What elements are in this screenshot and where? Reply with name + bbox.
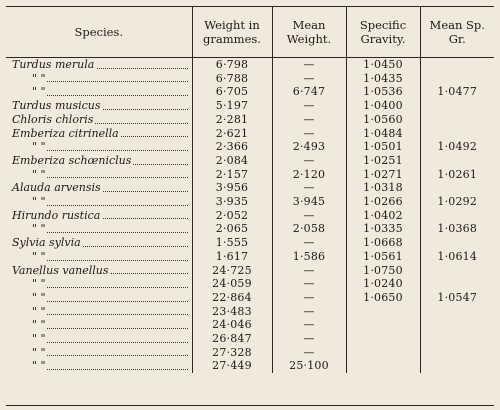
ditto-mark: " ": [12, 168, 46, 181]
species-cell: [6, 332, 192, 346]
table-row: [6, 346, 494, 360]
weight-cell: 24·725: [192, 264, 272, 278]
species-cell: [6, 209, 192, 223]
mean-sp-gr-cell: [420, 127, 494, 141]
species-cell: [6, 236, 192, 250]
table-row: [6, 195, 494, 209]
mean-sp-gr-cell: [420, 346, 494, 360]
mean-sp-gr-cell: [420, 209, 494, 223]
table-row: [6, 99, 494, 113]
weight-cell: 2·621: [192, 127, 272, 141]
mean-sp-gr-cell: [420, 72, 494, 86]
species-cell: [6, 250, 192, 264]
specific-gravity-cell: [346, 359, 420, 373]
weight-cell: 1·617: [192, 250, 272, 264]
table-row: [6, 222, 494, 236]
mean-sp-gr-cell: 1·0261: [420, 168, 494, 182]
specific-gravity-cell: 1·0750: [346, 264, 420, 278]
mean-weight-cell: —: [272, 127, 346, 141]
mean-weight-cell: 3·945: [272, 195, 346, 209]
species-cell: [6, 359, 192, 373]
weight-cell: 6·788: [192, 72, 272, 86]
mean-weight-cell: —: [272, 72, 346, 86]
table-row: [6, 58, 494, 72]
species-cell: [6, 154, 192, 168]
table-row: [6, 154, 494, 168]
ditto-mark: " ": [12, 195, 46, 208]
ditto-mark: " ": [12, 332, 46, 345]
mean-sp-gr-cell: 1·0614: [420, 250, 494, 264]
ditto-mark: " ": [12, 140, 46, 153]
species-name: Sylvia sylvia: [12, 236, 81, 250]
specific-gravity-cell: 1·0271: [346, 168, 420, 182]
table-row: [6, 140, 494, 154]
mean-weight-cell: —: [272, 318, 346, 332]
table-row: [6, 209, 494, 223]
mean-sp-gr-cell: [420, 181, 494, 195]
specific-gravity-cell: 1·0400: [346, 99, 420, 113]
table-row: [6, 236, 494, 250]
species-name: Alauda arvensis: [12, 181, 101, 195]
mean-sp-gr-cell: 1·0368: [420, 222, 494, 236]
specific-gravity-cell: 1·0484: [346, 127, 420, 141]
mean-weight-cell: —: [272, 305, 346, 319]
species-name: Hirundo rustica: [12, 208, 101, 222]
mean-sp-gr-cell: [420, 264, 494, 278]
mean-weight-cell: 2·120: [272, 168, 346, 182]
species-cell: [6, 318, 192, 332]
mean-weight-cell: 6·747: [272, 85, 346, 99]
ditto-mark: " ": [12, 359, 46, 372]
ditto-mark: " ": [12, 346, 46, 359]
weight-cell: 2·281: [192, 113, 272, 127]
table-row: [6, 305, 494, 319]
mean-weight-cell: 1·586: [272, 250, 346, 264]
table-row: [6, 332, 494, 346]
mean-weight-cell: 2·058: [272, 222, 346, 236]
header-species: Species.: [6, 7, 192, 58]
weight-cell: 6·798: [192, 58, 272, 72]
weight-cell: 3·935: [192, 195, 272, 209]
mean-weight-cell: —: [272, 236, 346, 250]
weight-cell: 2·084: [192, 154, 272, 168]
ditto-mark: " ": [12, 318, 46, 331]
specific-gravity-cell: 1·0561: [346, 250, 420, 264]
species-cell: [6, 58, 192, 72]
mean-sp-gr-cell: 1·0547: [420, 291, 494, 305]
species-cell: [6, 291, 192, 305]
species-cell: [6, 277, 192, 291]
weight-cell: 1·555: [192, 236, 272, 250]
weight-cell: 2·366: [192, 140, 272, 154]
weight-cell: 24·046: [192, 318, 272, 332]
table-row: [6, 359, 494, 373]
table-row: [6, 181, 494, 195]
header-mean-sp-gr: Mean Sp. Gr.: [420, 7, 494, 58]
specific-gravity-cell: 1·0668: [346, 236, 420, 250]
mean-weight-cell: —: [272, 99, 346, 113]
weight-cell: 24·059: [192, 277, 272, 291]
mean-weight-cell: —: [272, 332, 346, 346]
mean-sp-gr-cell: [420, 359, 494, 373]
ditto-mark: " ": [12, 250, 46, 263]
table-row: [6, 318, 494, 332]
table-row: [6, 264, 494, 278]
specific-gravity-cell: 1·0266: [346, 195, 420, 209]
ditto-mark: " ": [12, 85, 46, 98]
species-name: Vanellus vanellus: [12, 263, 109, 277]
table-row: [6, 127, 494, 141]
species-name: Turdus musicus: [12, 99, 101, 113]
species-cell: [6, 346, 192, 360]
specific-gravity-cell: 1·0335: [346, 222, 420, 236]
weight-cell: 2·052: [192, 209, 272, 223]
specific-gravity-cell: 1·0402: [346, 209, 420, 223]
header-weight: Weight in grammes.: [192, 7, 272, 58]
species-cell: [6, 72, 192, 86]
specific-gravity-cell: [346, 305, 420, 319]
mean-weight-cell: —: [272, 209, 346, 223]
mean-weight-cell: 25·100: [272, 359, 346, 373]
table-row: [6, 72, 494, 86]
species-cell: [6, 168, 192, 182]
specific-gravity-cell: 1·0536: [346, 85, 420, 99]
specific-gravity-cell: 1·0251: [346, 154, 420, 168]
specific-gravity-cell: 1·0318: [346, 181, 420, 195]
mean-sp-gr-cell: [420, 58, 494, 72]
species-cell: [6, 264, 192, 278]
weight-cell: 2·157: [192, 168, 272, 182]
table-row: [6, 113, 494, 127]
table-row: [6, 277, 494, 291]
mean-weight-cell: —: [272, 58, 346, 72]
table-row: [6, 168, 494, 182]
weight-cell: 26·847: [192, 332, 272, 346]
specific-gravity-cell: 1·0650: [346, 291, 420, 305]
weight-cell: 5·197: [192, 99, 272, 113]
mean-weight-cell: —: [272, 154, 346, 168]
ditto-mark: " ": [12, 291, 46, 304]
table-row: [6, 291, 494, 305]
mean-sp-gr-cell: 1·0492: [420, 140, 494, 154]
bird-specific-gravity-table: [6, 7, 494, 373]
mean-weight-cell: —: [272, 181, 346, 195]
weight-cell: 22·864: [192, 291, 272, 305]
ditto-mark: " ": [12, 72, 46, 85]
mean-weight-cell: —: [272, 113, 346, 127]
header-specific-gravity: Specific Gravity.: [346, 7, 420, 58]
specific-gravity-cell: 1·0450: [346, 58, 420, 72]
weight-cell: 27·449: [192, 359, 272, 373]
mean-weight-cell: 2·493: [272, 140, 346, 154]
species-cell: [6, 85, 192, 99]
header-row: [6, 7, 494, 58]
species-name: Emberiza schœniclus: [12, 153, 132, 167]
specific-gravity-cell: 1·0501: [346, 140, 420, 154]
ditto-mark: " ": [12, 305, 46, 318]
species-cell: [6, 222, 192, 236]
mean-weight-cell: —: [272, 264, 346, 278]
weight-cell: 23·483: [192, 305, 272, 319]
mean-sp-gr-cell: [420, 99, 494, 113]
ditto-mark: " ": [12, 277, 46, 290]
species-cell: [6, 305, 192, 319]
specific-gravity-cell: [346, 318, 420, 332]
mean-sp-gr-cell: 1·0292: [420, 195, 494, 209]
mean-sp-gr-cell: [420, 277, 494, 291]
species-cell: [6, 99, 192, 113]
mean-sp-gr-cell: [420, 332, 494, 346]
weight-cell: 2·065: [192, 222, 272, 236]
mean-weight-cell: —: [272, 346, 346, 360]
mean-weight-cell: —: [272, 291, 346, 305]
species-cell: [6, 113, 192, 127]
weight-cell: 27·328: [192, 346, 272, 360]
mean-sp-gr-cell: [420, 236, 494, 250]
specific-gravity-cell: 1·0435: [346, 72, 420, 86]
mean-sp-gr-cell: 1·0477: [420, 85, 494, 99]
weight-cell: 6·705: [192, 85, 272, 99]
mean-sp-gr-cell: [420, 305, 494, 319]
species-cell: [6, 127, 192, 141]
specific-gravity-cell: 1·0240: [346, 277, 420, 291]
specific-gravity-cell: [346, 346, 420, 360]
species-name: Emberiza citrinella: [12, 126, 119, 140]
species-cell: [6, 195, 192, 209]
mean-weight-cell: —: [272, 277, 346, 291]
specific-gravity-cell: 1·0560: [346, 113, 420, 127]
table-body: [6, 58, 494, 374]
data-table-frame: [6, 6, 494, 406]
ditto-mark: " ": [12, 222, 46, 235]
table-row: [6, 250, 494, 264]
mean-sp-gr-cell: [420, 318, 494, 332]
specific-gravity-cell: [346, 332, 420, 346]
species-name: Turdus merula: [12, 58, 95, 71]
mean-sp-gr-cell: [420, 113, 494, 127]
species-cell: [6, 181, 192, 195]
mean-sp-gr-cell: [420, 154, 494, 168]
species-name: Chloris chloris: [12, 112, 94, 126]
weight-cell: 3·956: [192, 181, 272, 195]
table-row: [6, 85, 494, 99]
species-cell: [6, 140, 192, 154]
header-mean-weight: Mean Weight.: [272, 7, 346, 58]
